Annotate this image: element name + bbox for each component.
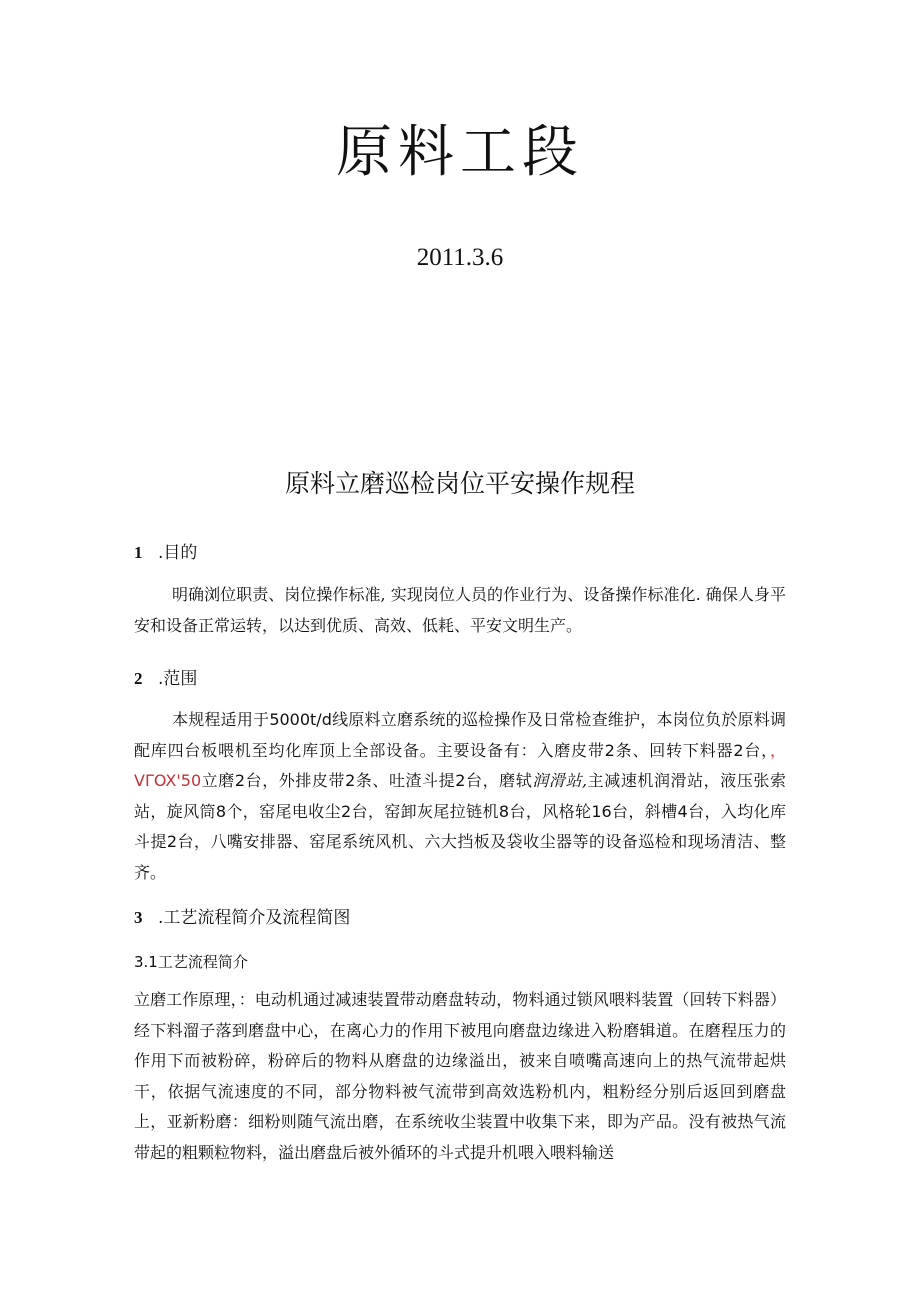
document-title: 原料工段 xyxy=(336,120,584,185)
section-1-heading xyxy=(134,538,197,563)
section-2-number: 2 xyxy=(134,669,143,688)
s2-count: 16 xyxy=(591,801,612,821)
section-1-title: .目的 xyxy=(158,543,198,563)
subsection-3-1-heading xyxy=(134,951,248,972)
s2-capacity: 5000t/d xyxy=(269,710,332,729)
s2-count: 8 xyxy=(215,801,227,821)
procedure-title: 原料立磨巡检岗位平安操作规程 xyxy=(284,469,635,498)
s2-text-11: 台，窑卸灰尾拉链机 xyxy=(351,801,499,821)
s2-count: 2 xyxy=(166,832,178,851)
section-2-paragraph xyxy=(134,705,786,888)
section-3-paragraph: 立磨工作原理，：电动机通过减速装置带动磨盘转动，物料通过锁风喂料装置（回转下料器）经下料溜子落到磨盘中心，在离心力的作用下被甩向磨盘边缘进入粉磨辑道。在磨程压力的作用下而被粉碎，粉碎后的物料从磨盘的边缘溢出，被来自喷嘴高速向上的热气流带起烘干，依据气流速度的不同，部分物料被气流带到高效选粉机内，粗粉经分别后返回到磨盘上，亚新粉磨：细粉则随气流出磨，在系统收尘装置中收集下来，即为产品。没有被热气流带起的粗颗粒物料，溢出磨盘后被外循环的斗式提升机喂入喂料输送 xyxy=(134,990,786,1162)
s2-red-code: ，VΓOX'50 xyxy=(134,740,786,790)
s2-text-4: 台， xyxy=(743,740,770,760)
s2-text-8: 台，磨轼 xyxy=(465,771,533,790)
subsection-3-1-number: 3.1 xyxy=(134,953,158,971)
s2-count: 2 xyxy=(234,771,246,790)
section-1-number: 1 xyxy=(134,543,143,562)
s2-text-13: 台，斜槽 xyxy=(611,801,678,821)
s2-count: 2 xyxy=(455,771,466,790)
subsection-3-1-title: 工艺流程简介 xyxy=(157,953,248,971)
section-3-number: 3 xyxy=(134,908,143,927)
s2-text-5: 立磨 xyxy=(201,771,235,790)
s2-text-14: 台，入均化库斗提 xyxy=(134,801,786,851)
s2-italic-text: 润滑站, xyxy=(532,771,588,790)
s2-text-12: 台，风格轮 xyxy=(509,801,592,821)
section-3-heading xyxy=(134,903,350,928)
s2-text-15: 台，八嘴安排器、窑尾系统风机、六大挡板及袋收尘器等的设备巡检和现场清洁、整齐。 xyxy=(134,832,786,882)
s2-text-2: 线原料立磨系统的巡检操作及日常检查维护，本岗位负於原料调配库四台板喂机至均化库顶上全部设备。主要设备有：入磨皮带 xyxy=(134,710,786,760)
s2-count: 2 xyxy=(733,740,744,760)
section-2-heading xyxy=(134,664,197,689)
s2-text-7: 条、吐渣斗提 xyxy=(355,771,456,790)
s2-text-9: 主减速机润滑站，液压张索站，旋风筒 xyxy=(134,771,786,821)
s2-text-3: 条、回转下料器 xyxy=(614,740,734,760)
s2-count: 2 xyxy=(345,771,356,790)
s2-text-6: 台，外排皮带 xyxy=(245,771,346,790)
s2-count: 2 xyxy=(341,801,352,821)
section-3-title: .工艺流程简介及流程简图 xyxy=(158,908,351,928)
s2-text-10: 个，窑尾电收尘 xyxy=(226,801,342,821)
s2-text-1: 本规程适用于 xyxy=(172,710,270,729)
document-date: 2011.3.6 xyxy=(416,244,504,271)
section-1-paragraph: 明确浏位职责、岗位操作标准, 实现岗位人员的作业行为、设备操作标准化. 确保人身平安和设备正常运转，以达到优质、高效、低耗、平安文明生产。 xyxy=(134,585,786,635)
section-2-title: .范围 xyxy=(158,669,198,689)
s2-count: 2 xyxy=(604,740,615,760)
s2-count: 4 xyxy=(677,801,688,821)
s2-count: 8 xyxy=(498,801,510,821)
